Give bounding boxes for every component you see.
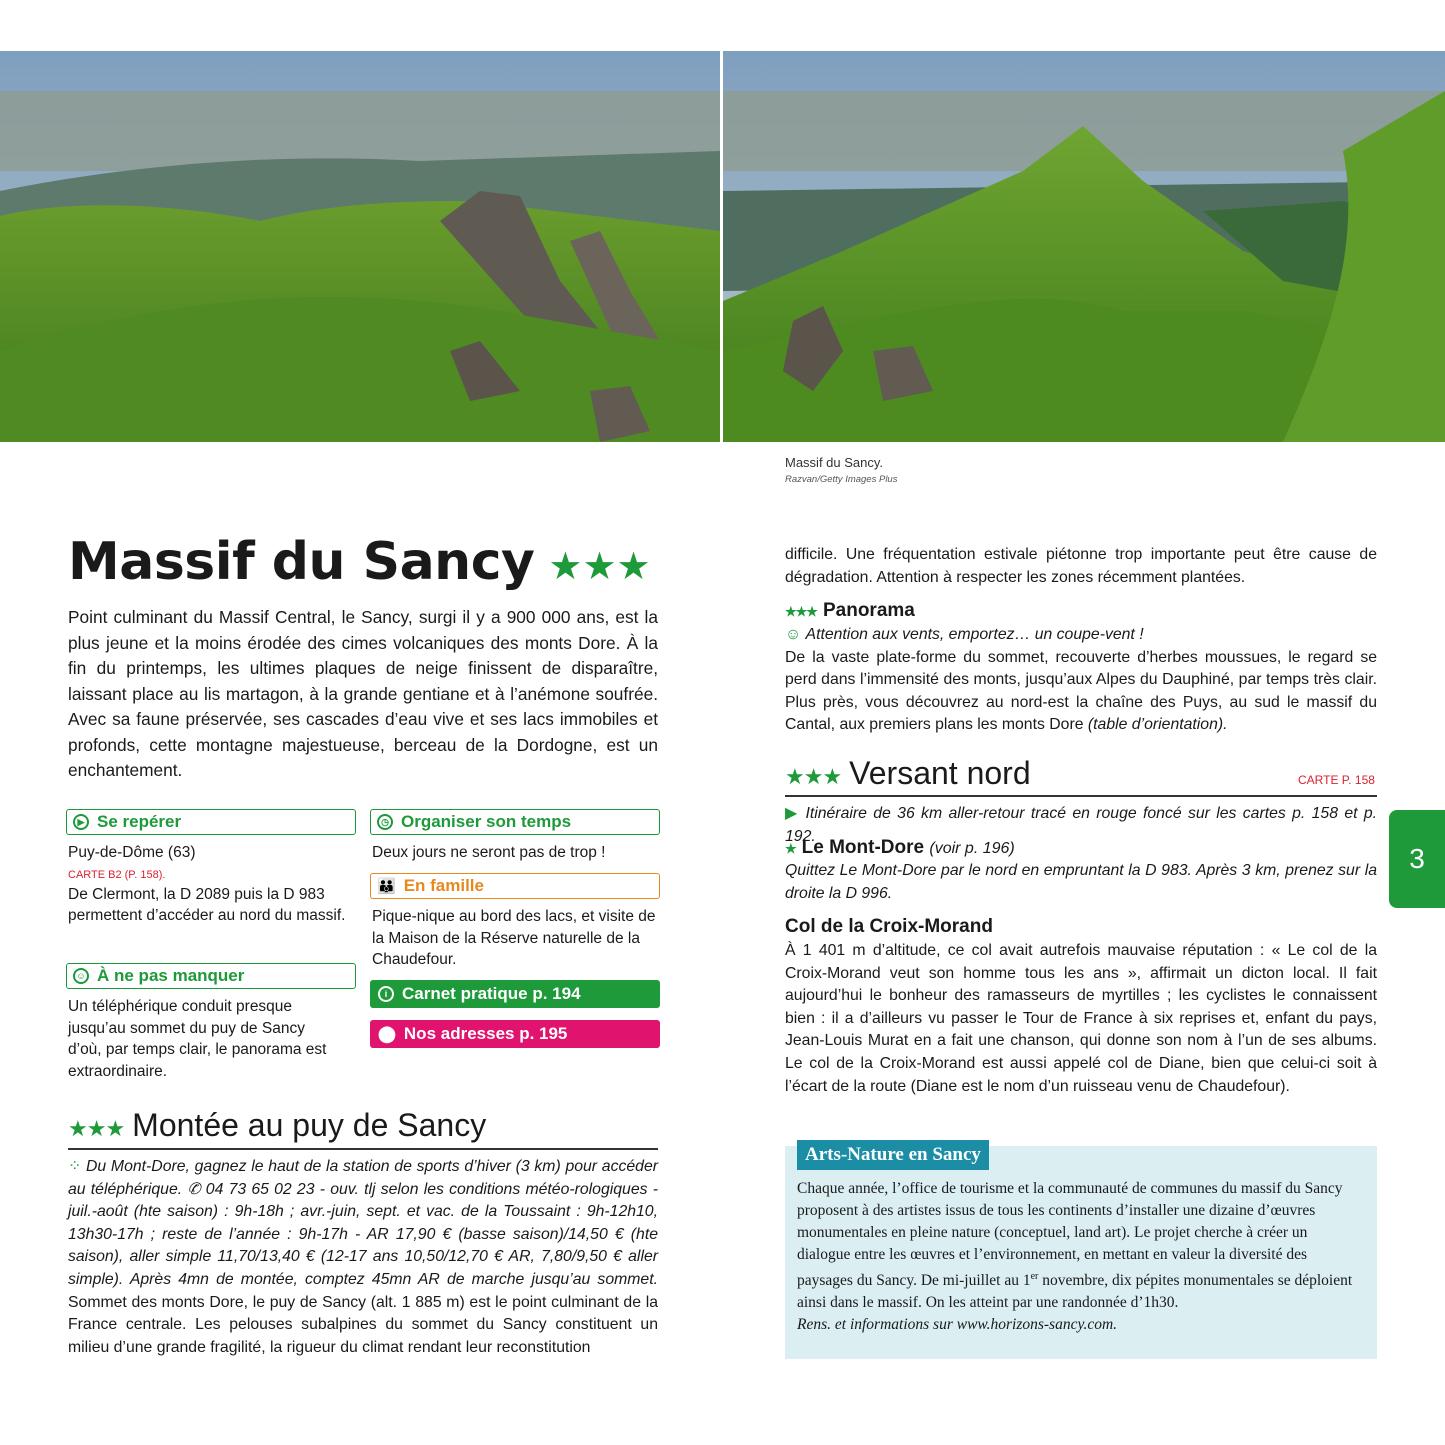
en-famille-text: Pique-nique au bord des lacs, et visite de la Maison de la Réserve naturelle de la Chaudefour. <box>372 908 656 968</box>
carnet-pratique-label: Carnet pratique p. 194 <box>402 984 581 1003</box>
panorama-text-italic: (table d’orientation). <box>1087 716 1228 734</box>
se-reperer-map-ref: CARTE B2 (P. 158). <box>68 868 166 881</box>
panorama-text: De la vaste plate-forme du sommet, recouverte d’herbes moussues, le regard se perd dans l’immensité des monts, jusqu’aux Alpes du Dauphiné, par temps très clair. Plus près, vous découvrez au nord-est la chaîne des Puys, au sud le massif du Cantal, aux premiers plans les monts Dore <box>785 648 1377 734</box>
rating-stars: ★★★ <box>548 544 651 588</box>
photo-credit: Razvan/Getty Images Plus <box>785 474 898 485</box>
panorama-tip: Attention aux vents, emportez… un coupe-vent ! <box>805 626 1144 643</box>
montdore-see-ref: (voir p. 196) <box>929 840 1015 857</box>
play-icon: ▶ <box>785 805 800 822</box>
organiser-label: Organiser son temps <box>401 812 572 831</box>
versant-divider <box>785 795 1377 797</box>
ne-pas-manquer-label: À ne pas manquer <box>97 966 245 985</box>
versant-nord-title <box>785 755 1031 792</box>
page-title-text: Massif du Sancy <box>68 532 535 592</box>
sidebar-text-part2: novembre, dix pépites monumentales se déploient ainsi dans le massif. On les atteint par une randonnée d’1h30. <box>797 1272 1353 1312</box>
smiley-icon: ☺ <box>73 968 89 984</box>
col-text: À 1 401 m d’altitude, ce col avait autrefois mauvaise réputation : « Le col de la Croix-Morand veut son homme tous les ans », affirmait un dicton local. Il fait aujourd’hui le bonheur des ramasseurs de myrtilles ; les cyclistes le connaissent bien : il a d’ailleurs vu passer le Tour de France à six reprises et, enfant du pays, Jean-Louis Murat en a fait une chanson, qui donne son nom à l’un de ses albums. Le col de la Croix-Morand est aussi appelé col de Diane, bien que celui-ci soit à l’écart de la route (Diane est le nom d’un ruisseau venu de Chaudefour). <box>785 942 1377 1095</box>
montee-divider <box>68 1148 658 1150</box>
hiking-icon: ⁘ <box>68 1158 82 1175</box>
smiley-icon: ☺ <box>785 626 802 643</box>
nos-adresses-label: Nos adresses p. 195 <box>403 1024 568 1043</box>
clock-icon: ◷ <box>377 814 393 830</box>
arts-nature-sidebar <box>785 1146 1377 1359</box>
nos-adresses-link[interactable] <box>370 1020 660 1048</box>
sidebar-superscript: er <box>1030 1271 1039 1282</box>
panorama-title: Panorama <box>822 600 915 621</box>
sidebar-text <box>797 1178 1357 1336</box>
carnet-pratique-link[interactable] <box>370 980 660 1008</box>
montee-body <box>68 1156 658 1359</box>
versant-map-ref: CARTE P. 158 <box>1298 773 1375 787</box>
sidebar-text-part1: Chaque année, l’office de tourisme et la communauté de communes du massif du Sancy proposent à des artistes issus de tous les continents d’installer une dizaine d’œuvres monumentales en pleine nature (conceptuel, land art). Le projet cherche à créer un dialogue entre les œuvres et l’environnement, en mettant en valeur la diversité des paysages du Sancy. De mi-juillet au 1 <box>797 1180 1343 1290</box>
montdore-text: Quittez Le Mont-Dore par le nord en empruntant la D 983. Après 3 km, prenez sur la droite la D 996. <box>785 862 1377 902</box>
en-famille-label: En famille <box>403 876 484 895</box>
versant-title-text: Versant nord <box>849 755 1031 791</box>
se-reperer-department: Puy-de-Dôme (63) <box>68 844 196 861</box>
montee-access-info: Du Mont-Dore, gagnez le haut de la station de sports d’hiver (3 km) pour accéder au téléphérique. ✆ 04 73 65 02 23 - ouv. tlj selon les conditions météo-rologiques - juil.-août (hte saison) : 9h-18h ; avr.-juin, sept. et vac. de la Toussaint : 9h-12h10, 13h30-17h ; reste de l’année : 9h-17h - AR 17,90 € (basse saison)/14,50 € (hte saison), aller simple 11,70/13,40 € (12-17 ans 10,50/12,70 € AR, 7,80/9,50 € aller simple). Après 4mn de montée, comptez 45mn AR de marche jusqu’au sommet. <box>68 1158 658 1288</box>
montee-title <box>68 1107 486 1144</box>
montee-stars: ★★★ <box>68 1116 125 1141</box>
panorama-body <box>785 624 1377 737</box>
continuation-text: difficile. Une fréquentation estivale piétonne trop importante peut être cause de dégradation. Attention à respecter les zones récemment plantées. <box>785 546 1377 586</box>
info-icon: i <box>378 986 394 1002</box>
versant-itinerary-text: Itinéraire de 36 km aller-retour tracé en rouge foncé sur les cartes p. 158 et p. 192. <box>785 805 1378 845</box>
se-reperer-body <box>68 842 358 927</box>
se-reperer-label: Se repérer <box>97 812 182 831</box>
ne-pas-manquer-header <box>66 963 356 989</box>
sidebar-title: Arts-Nature en Sancy <box>797 1140 989 1170</box>
chapter-tab: 3 <box>1389 810 1445 908</box>
panorama-heading <box>785 600 915 622</box>
play-icon: ▶ <box>73 814 89 830</box>
organiser-header <box>370 809 660 835</box>
panorama-stars: ★★★ <box>785 604 817 619</box>
se-reperer-text: De Clermont, la D 2089 puis la D 983 permettent d’accéder au nord du massif. <box>68 885 346 924</box>
organiser-text: Deux jours ne seront pas de trop ! <box>372 844 606 861</box>
page-title <box>68 532 651 592</box>
sidebar-info-link[interactable]: Rens. et informations sur www.horizons-sancy.com. <box>797 1316 1118 1334</box>
montee-title-text: Montée au puy de Sancy <box>132 1107 487 1143</box>
photo-right-sancy <box>723 51 1445 442</box>
se-reperer-header <box>66 809 356 835</box>
col-heading: Col de la Croix-Morand <box>785 916 993 937</box>
montdore-title: Le Mont-Dore <box>801 837 925 858</box>
montdore-stars: ★ <box>785 841 796 856</box>
ne-pas-manquer-text: Un téléphérique conduit presque jusqu’au sommet du puy de Sancy d’où, par temps clair, le panorama est extraordinaire. <box>68 998 327 1080</box>
location-pin-icon: ⬤ <box>378 1026 396 1043</box>
montdore-heading <box>785 837 1015 859</box>
en-famille-header <box>370 873 660 899</box>
photo-caption: Massif du Sancy. <box>785 455 884 470</box>
versant-stars: ★★★ <box>785 764 842 789</box>
montee-text: Sommet des monts Dore, le puy de Sancy (alt. 1 885 m) est le point culminant de la France centrale. Les pelouses subalpines du sommet du Sancy constituent un milieu d’une grande fragilité, la rigueur du climat rendant leur reconstitution <box>68 1293 658 1356</box>
family-icon: 👪 <box>377 878 396 895</box>
intro-paragraph: Point culminant du Massif Central, le Sancy, surgi il y a 900 000 ans, est la plus jeune et la moins érodée des cimes volcaniques des monts Dore. À la fin du printemps, les ultimes plaques de neige finissent de disparaître, laissant place au lis martagon, à la grande gentiane et à l’anémone soufrée. Avec sa faune préservée, ses cascades d’eau vive et ses lacs immobiles et profonds, cette montagne majestueuse, berceau de la Dordogne, est un enchantement. <box>68 607 658 780</box>
photo-left-sancy <box>0 51 720 442</box>
